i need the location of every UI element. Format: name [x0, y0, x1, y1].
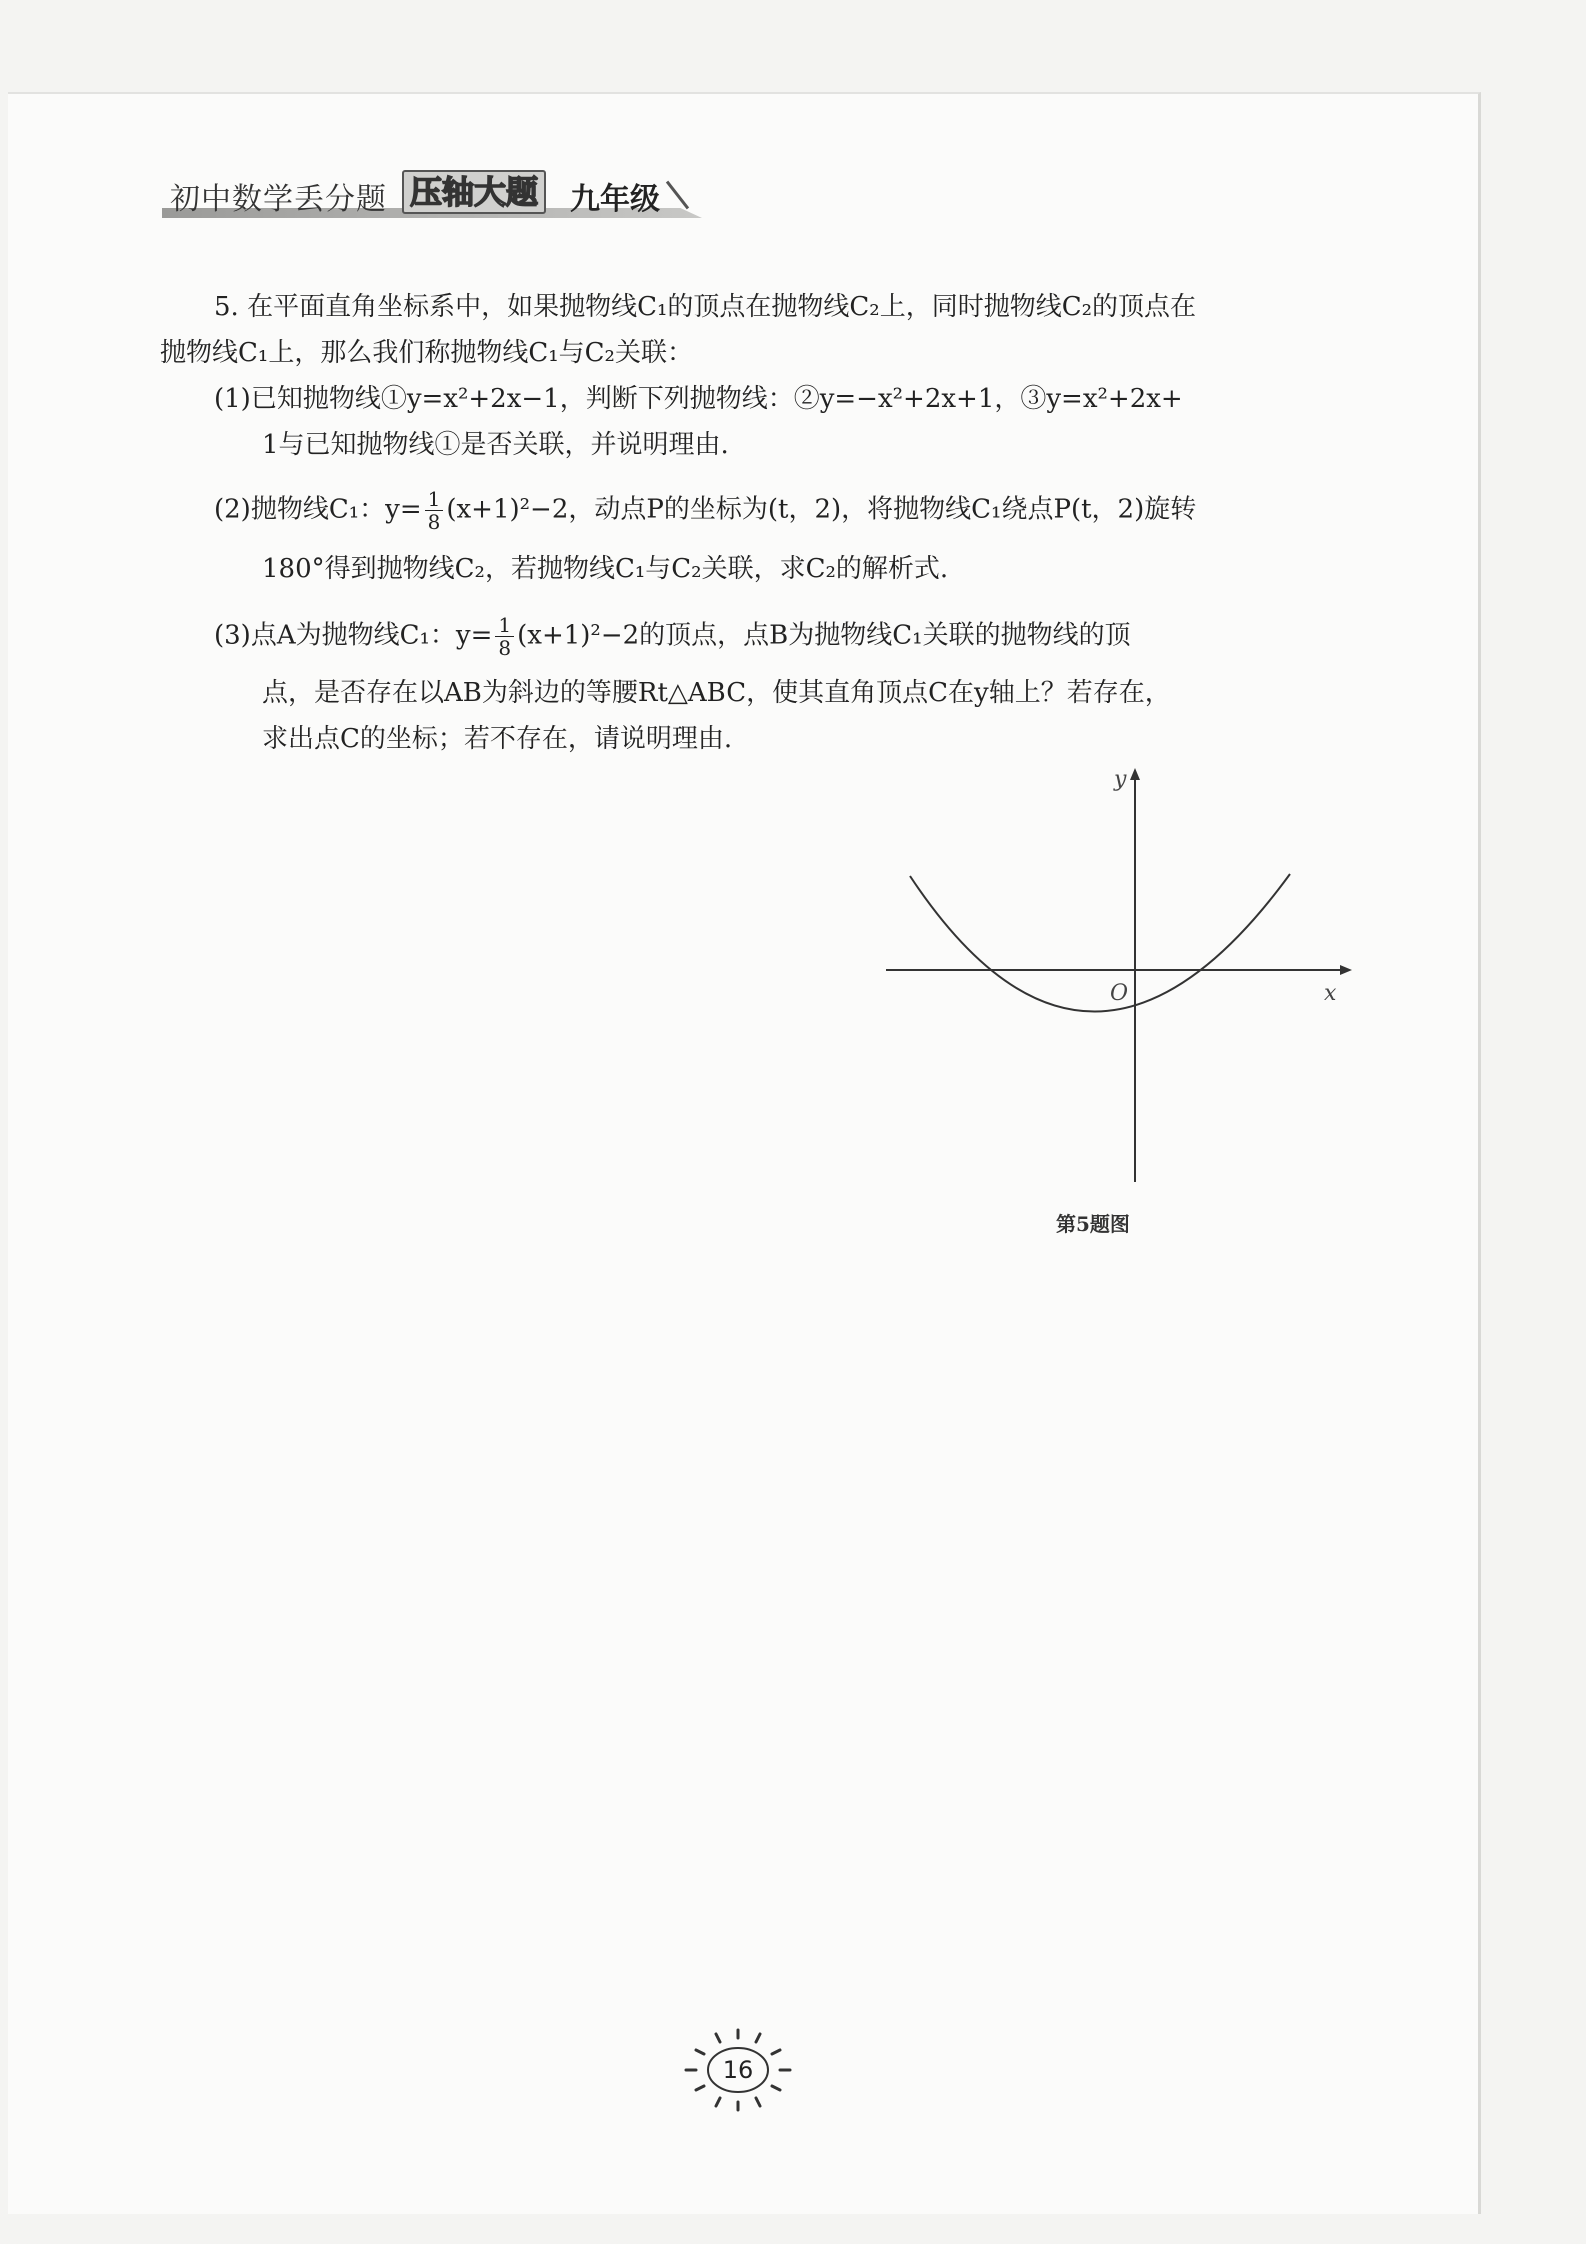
question-3-line3: 求出点C的坐标；若不存在，请说明理由.: [262, 724, 733, 754]
question-3-line1: [214, 614, 1131, 659]
question-3-text-b: (x+1)²−2的顶点，点B为抛物线C₁关联的抛物线的顶: [517, 620, 1131, 651]
figure-caption: 第5题图: [1056, 1212, 1130, 1236]
fraction-numerator: 1: [495, 614, 514, 637]
parabola-curve: [910, 874, 1290, 1012]
question-3-line2: 点，是否存在以AB为斜边的等腰Rt△ABC，使其直角顶点C在y轴上？若存在，: [262, 678, 1171, 708]
y-axis-label: y: [1114, 767, 1127, 792]
book-title: 初中数学丢分题: [170, 182, 387, 217]
question-2-text-a: (2)抛物线C₁：y=: [214, 494, 422, 525]
parabola-figure: [880, 764, 1360, 1224]
problem-intro-line2: 抛物线C₁上，那么我们称抛物线C₁与C₂关联：: [160, 338, 693, 368]
grade-label: 九年级: [570, 182, 660, 217]
question-1-line2: 1与已知抛物线①是否关联，并说明理由.: [262, 430, 729, 460]
question-2-line1: [214, 488, 1196, 533]
fraction-one-eighth: [425, 488, 444, 533]
fraction-one-eighth-q3: [495, 614, 514, 659]
origin-label: O: [1110, 981, 1129, 1006]
question-3-text-a: (3)点A为抛物线C₁：y=: [214, 620, 493, 651]
y-axis-arrow: [1130, 768, 1140, 780]
x-axis-arrow: [1340, 965, 1352, 975]
fraction-denominator: 8: [498, 636, 512, 660]
page-number-badge: [668, 2020, 808, 2120]
question-2-text-b: (x+1)²−2，动点P的坐标为(t，2)，将抛物线C₁绕点P(t，2)旋转: [446, 494, 1197, 525]
fraction-numerator: 1: [425, 488, 444, 511]
page-number: 16: [722, 2056, 754, 2084]
series-badge: 压轴大题: [402, 170, 546, 214]
question-1-line1: (1)已知抛物线①y=x²+2x−1，判断下列抛物线：②y=−x²+2x+1，③y=x²+2x+: [214, 384, 1183, 414]
x-axis-label: x: [1324, 981, 1337, 1006]
fraction-denominator: 8: [427, 510, 441, 534]
question-2-line2: 180°得到抛物线C₂，若抛物线C₁与C₂关联，求C₂的解析式.: [262, 554, 949, 584]
problem-intro-line1: 5. 在平面直角坐标系中，如果抛物线C₁的顶点在抛物线C₂上，同时抛物线C₂的顶点在: [214, 292, 1197, 322]
